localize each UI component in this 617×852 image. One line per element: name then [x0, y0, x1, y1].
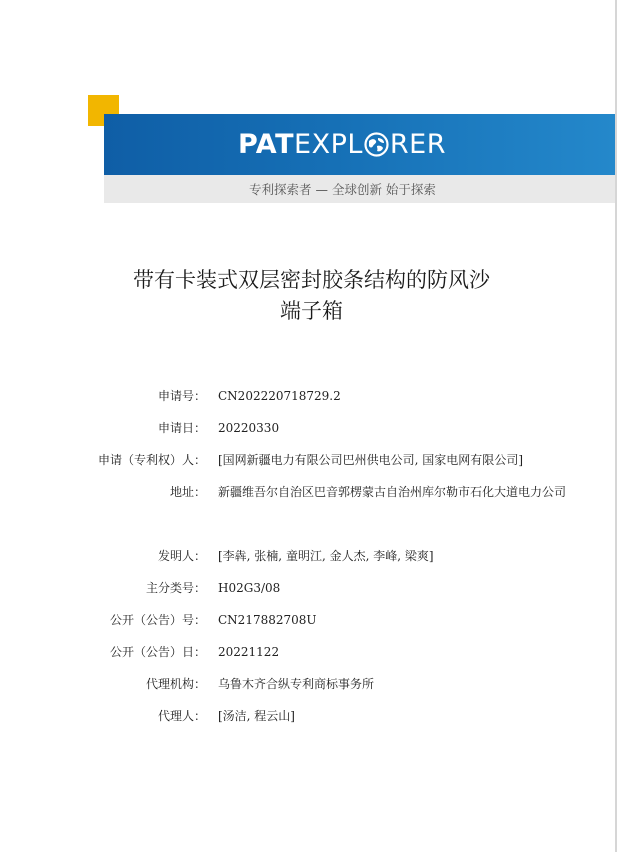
field-value: [李犇, 张楠, 童明江, 金人杰, 李峰, 梁爽] — [218, 549, 434, 563]
patent-info-fields — [0, 386, 617, 738]
globe-icon — [364, 132, 389, 157]
field-label: 代理人： — [157, 709, 206, 723]
field-main-classification — [0, 578, 617, 610]
patent-title — [70, 265, 553, 327]
header-banner — [104, 114, 615, 175]
field-publication-number — [0, 610, 617, 642]
field-application-date — [0, 418, 617, 450]
logo-text-part2: RER — [389, 128, 447, 160]
field-value: [国网新疆电力有限公司巴州供电公司, 国家电网有限公司] — [218, 453, 523, 467]
field-agent — [0, 706, 617, 738]
patent-title-line1: 带有卡装式双层密封胶条结构的防风沙 — [133, 268, 490, 292]
patexplorer-logo — [238, 126, 446, 162]
field-label: 申请（专利权）人： — [97, 453, 206, 467]
field-label: 申请日： — [157, 421, 206, 435]
field-inventors — [0, 546, 617, 578]
field-value: H02G3/08 — [218, 581, 281, 595]
field-publication-date — [0, 642, 617, 674]
field-label: 发明人： — [157, 549, 206, 563]
logo-text-bold: PAT — [238, 128, 295, 160]
field-label: 主分类号： — [145, 581, 206, 595]
field-label: 公开（公告）号： — [109, 613, 206, 627]
field-value: CN202220718729.2 — [218, 389, 341, 403]
field-value: 新疆维吾尔自治区巴音郭楞蒙古自治州库尔勒市石化大道电力公司 — [218, 485, 567, 499]
patent-title-line2: 端子箱 — [280, 299, 343, 323]
field-value: [汤洁, 程云山] — [218, 709, 295, 723]
field-value: 乌鲁木齐合纵专利商标事务所 — [218, 677, 375, 691]
field-address — [0, 482, 617, 546]
field-label: 申请号： — [157, 389, 206, 403]
field-value: CN217882708U — [218, 613, 317, 627]
logo-text-part1: EXPL — [294, 128, 363, 160]
field-application-number — [0, 386, 617, 418]
field-label: 代理机构： — [145, 677, 206, 691]
field-agency — [0, 674, 617, 706]
field-value: 20220330 — [218, 421, 280, 435]
tagline-bar — [104, 175, 615, 203]
field-label: 地址： — [169, 485, 206, 499]
field-value: 20221122 — [218, 645, 280, 659]
tagline: 专利探索者 — 全球创新 始于探索 — [249, 182, 436, 197]
field-label: 公开（公告）日： — [109, 645, 206, 659]
